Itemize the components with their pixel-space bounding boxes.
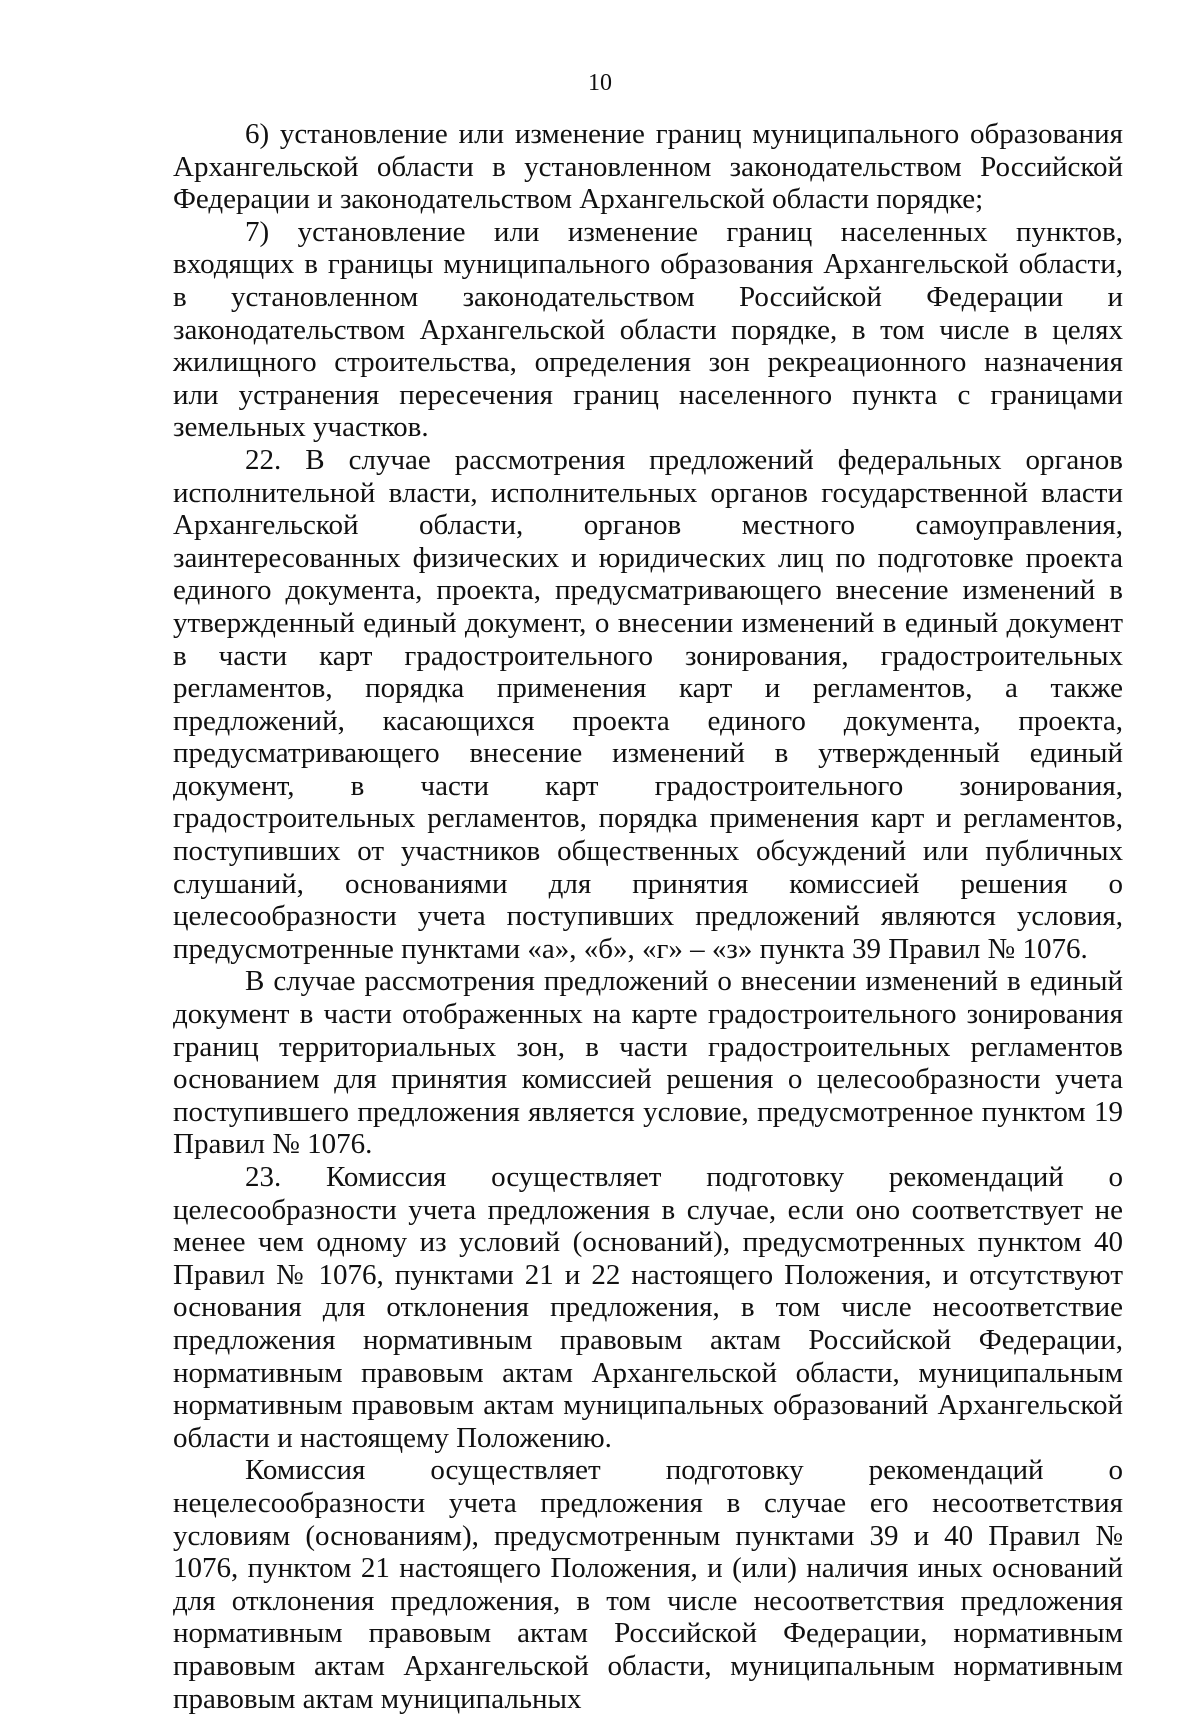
paragraph-clause-22: 22. В случае рассмотрения предложений федеральных органов исполнительной власти, исполнительных органов государственной власти Архангельской области, органов местного самоуправления, заинтересованных физических и юридических лиц по подготовке проекта единого документа, проекта, предусматривающего внесение изменений в утвержденный единый документ, о внесении изменений в единый документ в части карт градостроительного зонирования, градостроительных регламентов, порядка применения карт и регламентов, а также предложений, касающихся проекта единого документа, проекта, предусматривающего внесение изменений в утвержденный единый документ, в части карт градостроительного зонирования, градостроительных регламентов, порядка применения карт и регламентов, поступивших от участников общественных обсуждений или публичных слушаний, основаниями для принятия комиссией решения о целесообразности учета поступивших предложений являются условия, предусмотренные пунктами «а», «б», «г» – «з» пункта 39 Правил № 1076. — [173, 443, 1123, 965]
page-number: 10 — [588, 70, 612, 96]
paragraph-clause-23: 23. Комиссия осуществляет подготовку рекомендаций о целесообразности учета предложения в случае, если оно соответствует не менее чем одному из условий (оснований), предусмотренных пунктом 40 Правил № 1076, пунктами 21 и 22 настоящего Положения, и отсутствуют основания для отклонения предложения, в том числе несоответствие предложения нормативным правовым актам Российской Федерации, нормативным правовым актам Архангельской области, муниципальным нормативным правовым актам муниципальных образований Архангельской области и настоящему Положению. — [173, 1161, 1123, 1454]
paragraph-item-7: 7) установление или изменение границ населенных пунктов, входящих в границы муниципального образования Архангельской области, в установленном законодательством Российской Федерации и законодательством Архангельской области порядке, в том числе в целях жилищного строительства, определения зон рекреационного назначения или устранения пересечения границ населенного пункта с границами земельных участков. — [173, 215, 1123, 444]
paragraph-clause-22-continued: В случае рассмотрения предложений о внесении изменений в единый документ в части отображенных на карте градостроительного зонирования границ территориальных зон, в части градостроительных регламентов основанием для принятия комиссией решения о целесообразности учета поступившего предложения является условие, предусмотренное пунктом 19 Правил № 1076. — [173, 965, 1123, 1161]
document-body — [173, 118, 1123, 1715]
paragraph-clause-23-continued: Комиссия осуществляет подготовку рекомендаций о нецелесообразности учета предложения в случае его несоответствия условиям (основаниям), предусмотренным пунктами 39 и 40 Правил № 1076, пунктом 21 настоящего Положения, и (или) наличия иных оснований для отклонения предложения, в том числе несоответствия предложения нормативным правовым актам Российской Федерации, нормативным правовым актам Архангельской области, муниципальным нормативным правовым актам муниципальных — [173, 1454, 1123, 1715]
paragraph-item-6: 6) установление или изменение границ муниципального образования Архангельской области в установленном законодательством Российской Федерации и законодательством Архангельской области порядке; — [173, 118, 1123, 216]
